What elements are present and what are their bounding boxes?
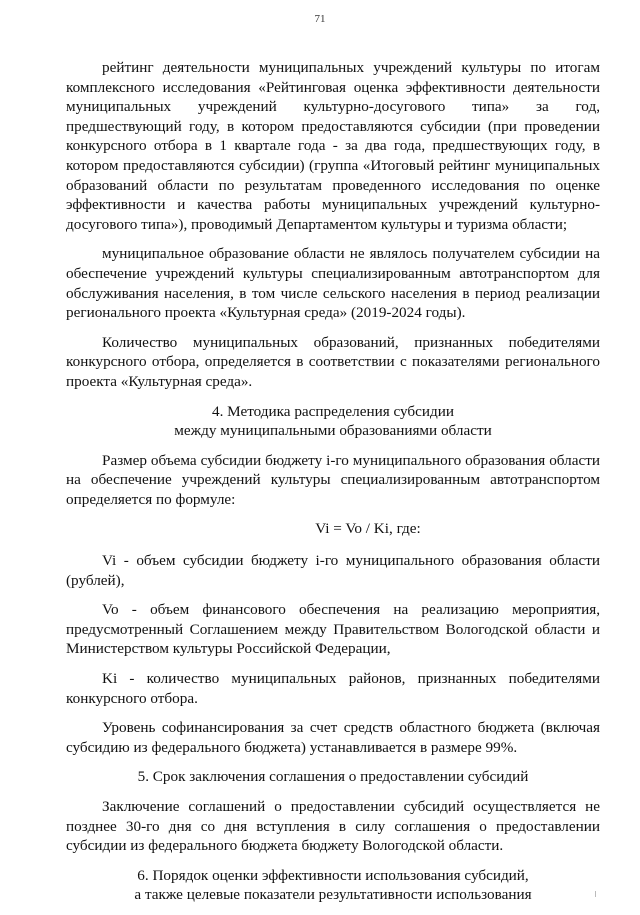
paragraph-subsidy-size-intro: Размер объема субсидии бюджету i-го муниципального образования области на обеспечение учреждений культуры специализированным автотранспортом определяется по формуле: bbox=[66, 451, 600, 508]
section-6-heading bbox=[66, 866, 600, 905]
document-body bbox=[66, 58, 600, 915]
section-5-title: 5. Срок заключения соглашения о предоставлении субсидий bbox=[137, 768, 529, 786]
scan-mark bbox=[595, 891, 596, 897]
page-number: 71 bbox=[314, 13, 326, 25]
definition-ki: Ki - количество муниципальных районов, признанных победителями конкурсного отбора. bbox=[66, 670, 600, 707]
subsidy-formula: Vi = Vo / Ki, где: bbox=[315, 520, 421, 538]
section-4-title-line-1: 4. Методика распределения субсидии bbox=[211, 402, 455, 420]
section-4-heading bbox=[66, 402, 600, 441]
paragraph-rating-criterion: рейтинг деятельности муниципальных учреждений культуры по итогам комплексного исследования «Рейтинговая оценка эффективности деятельности муниципальных учреждений культурно-досугового типа» за год, предшествующий году, в котором предоставляются субсидии (при проведении конкурсного отбора в 1 квартале года - за два года, предшествующих году, в котором предоставляются субсидии) (группа «Итоговый рейтинг муниципальных образований области по результатам проведенного исследования по оценке эффективности и качества работы муниципальных учреждений культурно-досугового типа»), проводимый Департаментом культуры и туризма области; bbox=[66, 59, 600, 233]
section-6-title-line-2: а также целевые показатели результативности использования bbox=[134, 886, 532, 904]
paragraph-not-recipient-criterion: муниципальное образование области не являлось получателем субсидии на обеспечение учреждений культуры специализированным автотранспортом для обслуживания населения, в том числе сельского населения в период реализации регионального проекта «Культурная среда» (2019-2024 годы). bbox=[66, 245, 600, 322]
paragraph-cofinancing-level: Уровень софинансирования за счет средств областного бюджета (включая субсидию из федерального бюджета) устанавливается в размере 99%. bbox=[66, 719, 600, 756]
section-5-heading bbox=[66, 767, 600, 787]
definition-vo: Vo - объем финансового обеспечения на реализацию мероприятия, предусмотренный Соглашением между Правительством Вологодской области и Министерством культуры Российской Федерации, bbox=[66, 601, 600, 658]
section-6-title-line-1: 6. Порядок оценки эффективности использования субсидий, bbox=[137, 866, 529, 884]
paragraph-winners-count: Количество муниципальных образований, признанных победителями конкурсного отбора, определяется в соответствии с показателями регионального проекта «Культурная среда». bbox=[66, 333, 600, 390]
paragraph-agreement-deadline: Заключение соглашений о предоставлении субсидий осуществляется не позднее 30-го дня со дня вступления в силу соглашения о предоставлении субсидии из федерального бюджета бюджету Вологодской области. bbox=[66, 798, 600, 855]
section-4-title-line-2: между муниципальными образованиями области bbox=[174, 422, 492, 440]
definition-vi: Vi - объем субсидии бюджету i-го муниципального образования области (рублей), bbox=[66, 552, 600, 589]
